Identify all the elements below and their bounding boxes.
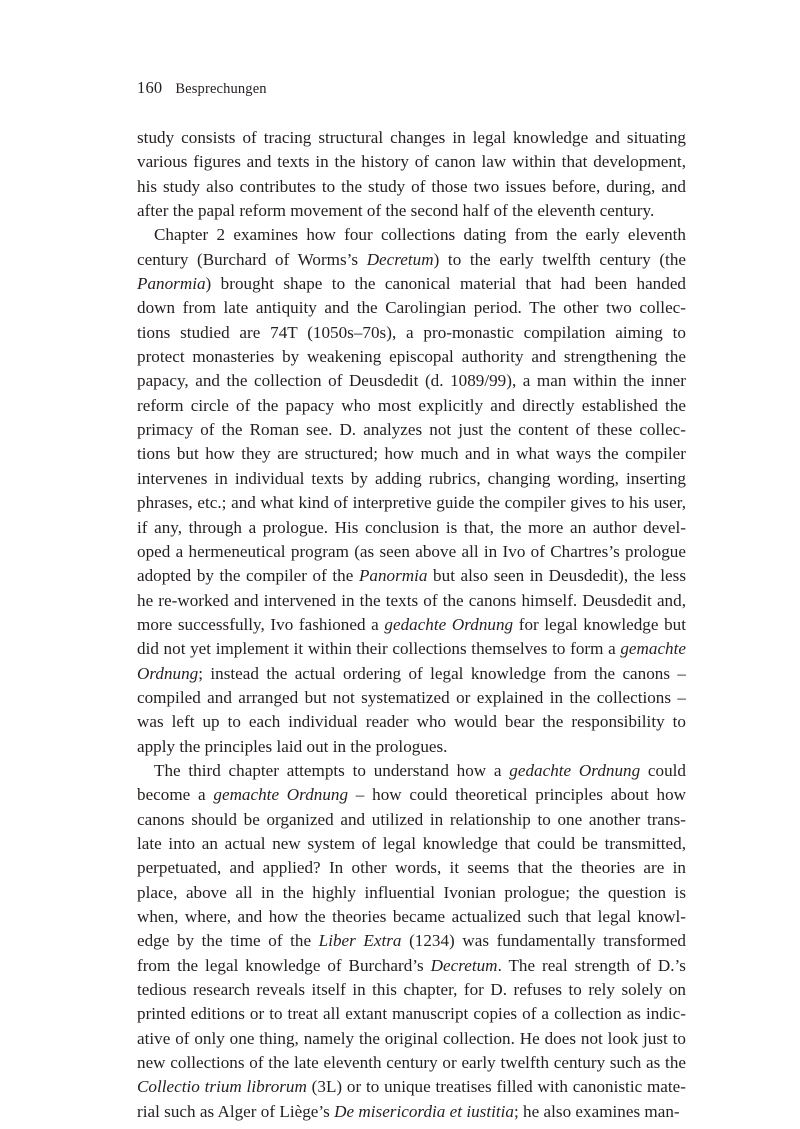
text-run: become a (137, 785, 214, 805)
text-line (137, 321, 686, 345)
text-run: papacy, and the collection of Deusdedit (d. 1089/99), a man within the inner (137, 371, 686, 391)
text-run: more successfully, Ivo fashioned a (137, 614, 385, 634)
text-line (137, 1002, 686, 1026)
text-run: compiled and arranged but not systematized or explained in the collections – (137, 687, 686, 707)
text-line (137, 832, 686, 856)
text-line (137, 345, 686, 369)
italic-phrase: gemachte Ordnung (213, 785, 349, 805)
text-run: rial such as Alger of Liège’s (137, 1101, 335, 1121)
text-run: when, where, and how the theories became actualized such that legal knowl- (137, 907, 686, 926)
text-line (137, 150, 686, 174)
text-run: ) to the early twelfth century (the (433, 249, 687, 269)
text-run: new collections of the late eleventh century or early twelfth century such as the (137, 1053, 686, 1073)
text-line (137, 637, 686, 661)
text-run: various figures and texts in the history of canon law within that development, (137, 152, 686, 172)
text-run: (1234) was fundamentally transformed (401, 931, 686, 951)
text-line (137, 394, 686, 418)
text-run: Chapter 2 examines how four collections dating from the early eleventh (154, 225, 686, 245)
text-line (137, 783, 686, 807)
running-head (137, 78, 686, 100)
italic-phrase: Ordnung (137, 663, 199, 683)
text-run: did not yet implement it within their collections themselves to form a (137, 639, 621, 659)
text-line (137, 467, 686, 491)
text-line (137, 1051, 686, 1075)
text-run: from the legal knowledge of Burchard’s (137, 955, 431, 975)
text-run: – how could theoretical principles about how (348, 785, 687, 805)
text-run: adopted by the compiler of the (137, 566, 359, 586)
text-line (137, 1027, 686, 1051)
italic-phrase: Panormia (358, 566, 428, 586)
text-line (137, 978, 686, 1002)
text-run: tions but how they are structured; how much and in what ways the compiler (137, 444, 686, 464)
text-run: The third chapter attempts to understand how a (154, 760, 510, 780)
text-run: apply the principles laid out in the prologues. (137, 736, 448, 756)
text-run: oped a hermeneutical program (as seen above all in Ivo of Chartres’s prologue (137, 541, 686, 561)
text-line (137, 808, 686, 832)
text-run: canons should be organized and utilized in relationship to one another trans- (137, 809, 686, 829)
italic-phrase: gedachte Ordnung (384, 614, 514, 634)
text-run: if any, through a prologue. His conclusion is that, the more an author devel- (137, 517, 686, 537)
text-line (137, 686, 686, 710)
text-run: could (640, 760, 686, 780)
paragraph-indent (137, 223, 154, 247)
paragraph (137, 126, 686, 223)
text-run: ative of only one thing, namely the original collection. He does not look just to (137, 1028, 686, 1048)
italic-phrase: De misericordia et iustitia (334, 1101, 514, 1121)
text-line (137, 369, 686, 393)
text-line (137, 929, 686, 953)
text-line (137, 491, 686, 515)
text-line (137, 442, 686, 466)
text-line (137, 589, 686, 613)
text-run: but also seen in Deusdedit), the less (427, 566, 686, 586)
page-number: 160 (137, 78, 163, 97)
text-run: . The real strength of D.’s (497, 955, 686, 975)
text-run: study consists of tracing structural changes in legal knowledge and situating (137, 128, 686, 147)
text-line (137, 881, 686, 905)
italic-phrase: Liber Extra (318, 931, 402, 951)
text-run: late into an actual new system of legal knowledge that could be transmitted, (137, 833, 686, 853)
text-run: for legal knowledge but (513, 614, 686, 634)
text-run: ; he also examines man- (513, 1101, 680, 1121)
paragraph (137, 759, 686, 1124)
text-run: tions studied are 74T (1050s–70s), a pro-monastic compilation aiming to (137, 322, 686, 342)
running-head-title: Besprechungen (175, 81, 267, 97)
italic-phrase: Decretum (430, 955, 498, 975)
text-run: was left up to each individual reader who would bear the responsibility to (137, 712, 686, 732)
text-run: primacy of the Roman see. D. analyzes not just the content of these collec- (137, 420, 686, 440)
text-run: edge by the time of the (137, 931, 319, 951)
text-line (137, 223, 686, 247)
text-line (137, 710, 686, 734)
text-line (137, 759, 686, 783)
text-run: his study also contributes to the study of those two issues before, during, and (137, 176, 686, 196)
text-run: ) brought shape to the canonical material that had been handed (205, 274, 686, 294)
text-run: after the papal reform movement of the second half of the eleventh century. (137, 201, 655, 221)
text-line (137, 735, 686, 759)
text-run: intervenes in individual texts by adding rubrics, changing wording, inserting (137, 468, 686, 488)
text-run: place, above all in the highly influential Ivonian prologue; the question is (137, 882, 686, 902)
text-run: he re-worked and intervened in the texts of the canons himself. Deusdedit and, (137, 590, 686, 610)
text-run: printed editions or to treat all extant manuscript copies of a collection as indic- (137, 1004, 686, 1024)
text-line (137, 1100, 686, 1124)
text-line (137, 856, 686, 880)
text-line (137, 175, 686, 199)
text-line (137, 905, 686, 929)
text-run: (3L) or to unique treatises filled with canonistic mate- (306, 1077, 687, 1097)
italic-phrase: Collectio trium librorum (137, 1077, 307, 1097)
text-line (137, 516, 686, 540)
text-run: phrases, etc.; and what kind of interpretive guide the compiler gives to his user, (137, 493, 686, 513)
paragraph (137, 223, 686, 759)
italic-phrase: gedachte Ordnung (509, 760, 641, 780)
text-run: protect monasteries by weakening episcopal authority and strengthening the (137, 347, 686, 367)
text-line (137, 199, 686, 223)
text-line (137, 272, 686, 296)
text-run: perpetuated, and applied? In other words, it seems that the theories are in (137, 858, 686, 878)
text-line (137, 540, 686, 564)
text-line (137, 662, 686, 686)
text-run: ; instead the actual ordering of legal knowledge from the canons – (198, 663, 686, 683)
text-line (137, 564, 686, 588)
text-run: tedious research reveals itself in this chapter, for D. refuses to rely solely on (137, 980, 686, 1000)
paragraph-indent (137, 759, 154, 783)
text-line (137, 248, 686, 272)
italic-phrase: gemachte (620, 639, 686, 659)
text-run: reform circle of the papacy who most explicitly and directly established the (137, 395, 686, 415)
text-line (137, 126, 686, 150)
italic-phrase: Decretum (366, 249, 434, 269)
text-line (137, 418, 686, 442)
text-run: century (Burchard of Worms’s (137, 249, 367, 269)
body-text-block (137, 126, 686, 1124)
text-run: down from late antiquity and the Carolingian period. The other two collec- (137, 298, 686, 318)
text-line (137, 296, 686, 320)
text-line (137, 954, 686, 978)
italic-phrase: Panormia (137, 274, 206, 294)
text-line (137, 1075, 686, 1099)
text-line (137, 613, 686, 637)
